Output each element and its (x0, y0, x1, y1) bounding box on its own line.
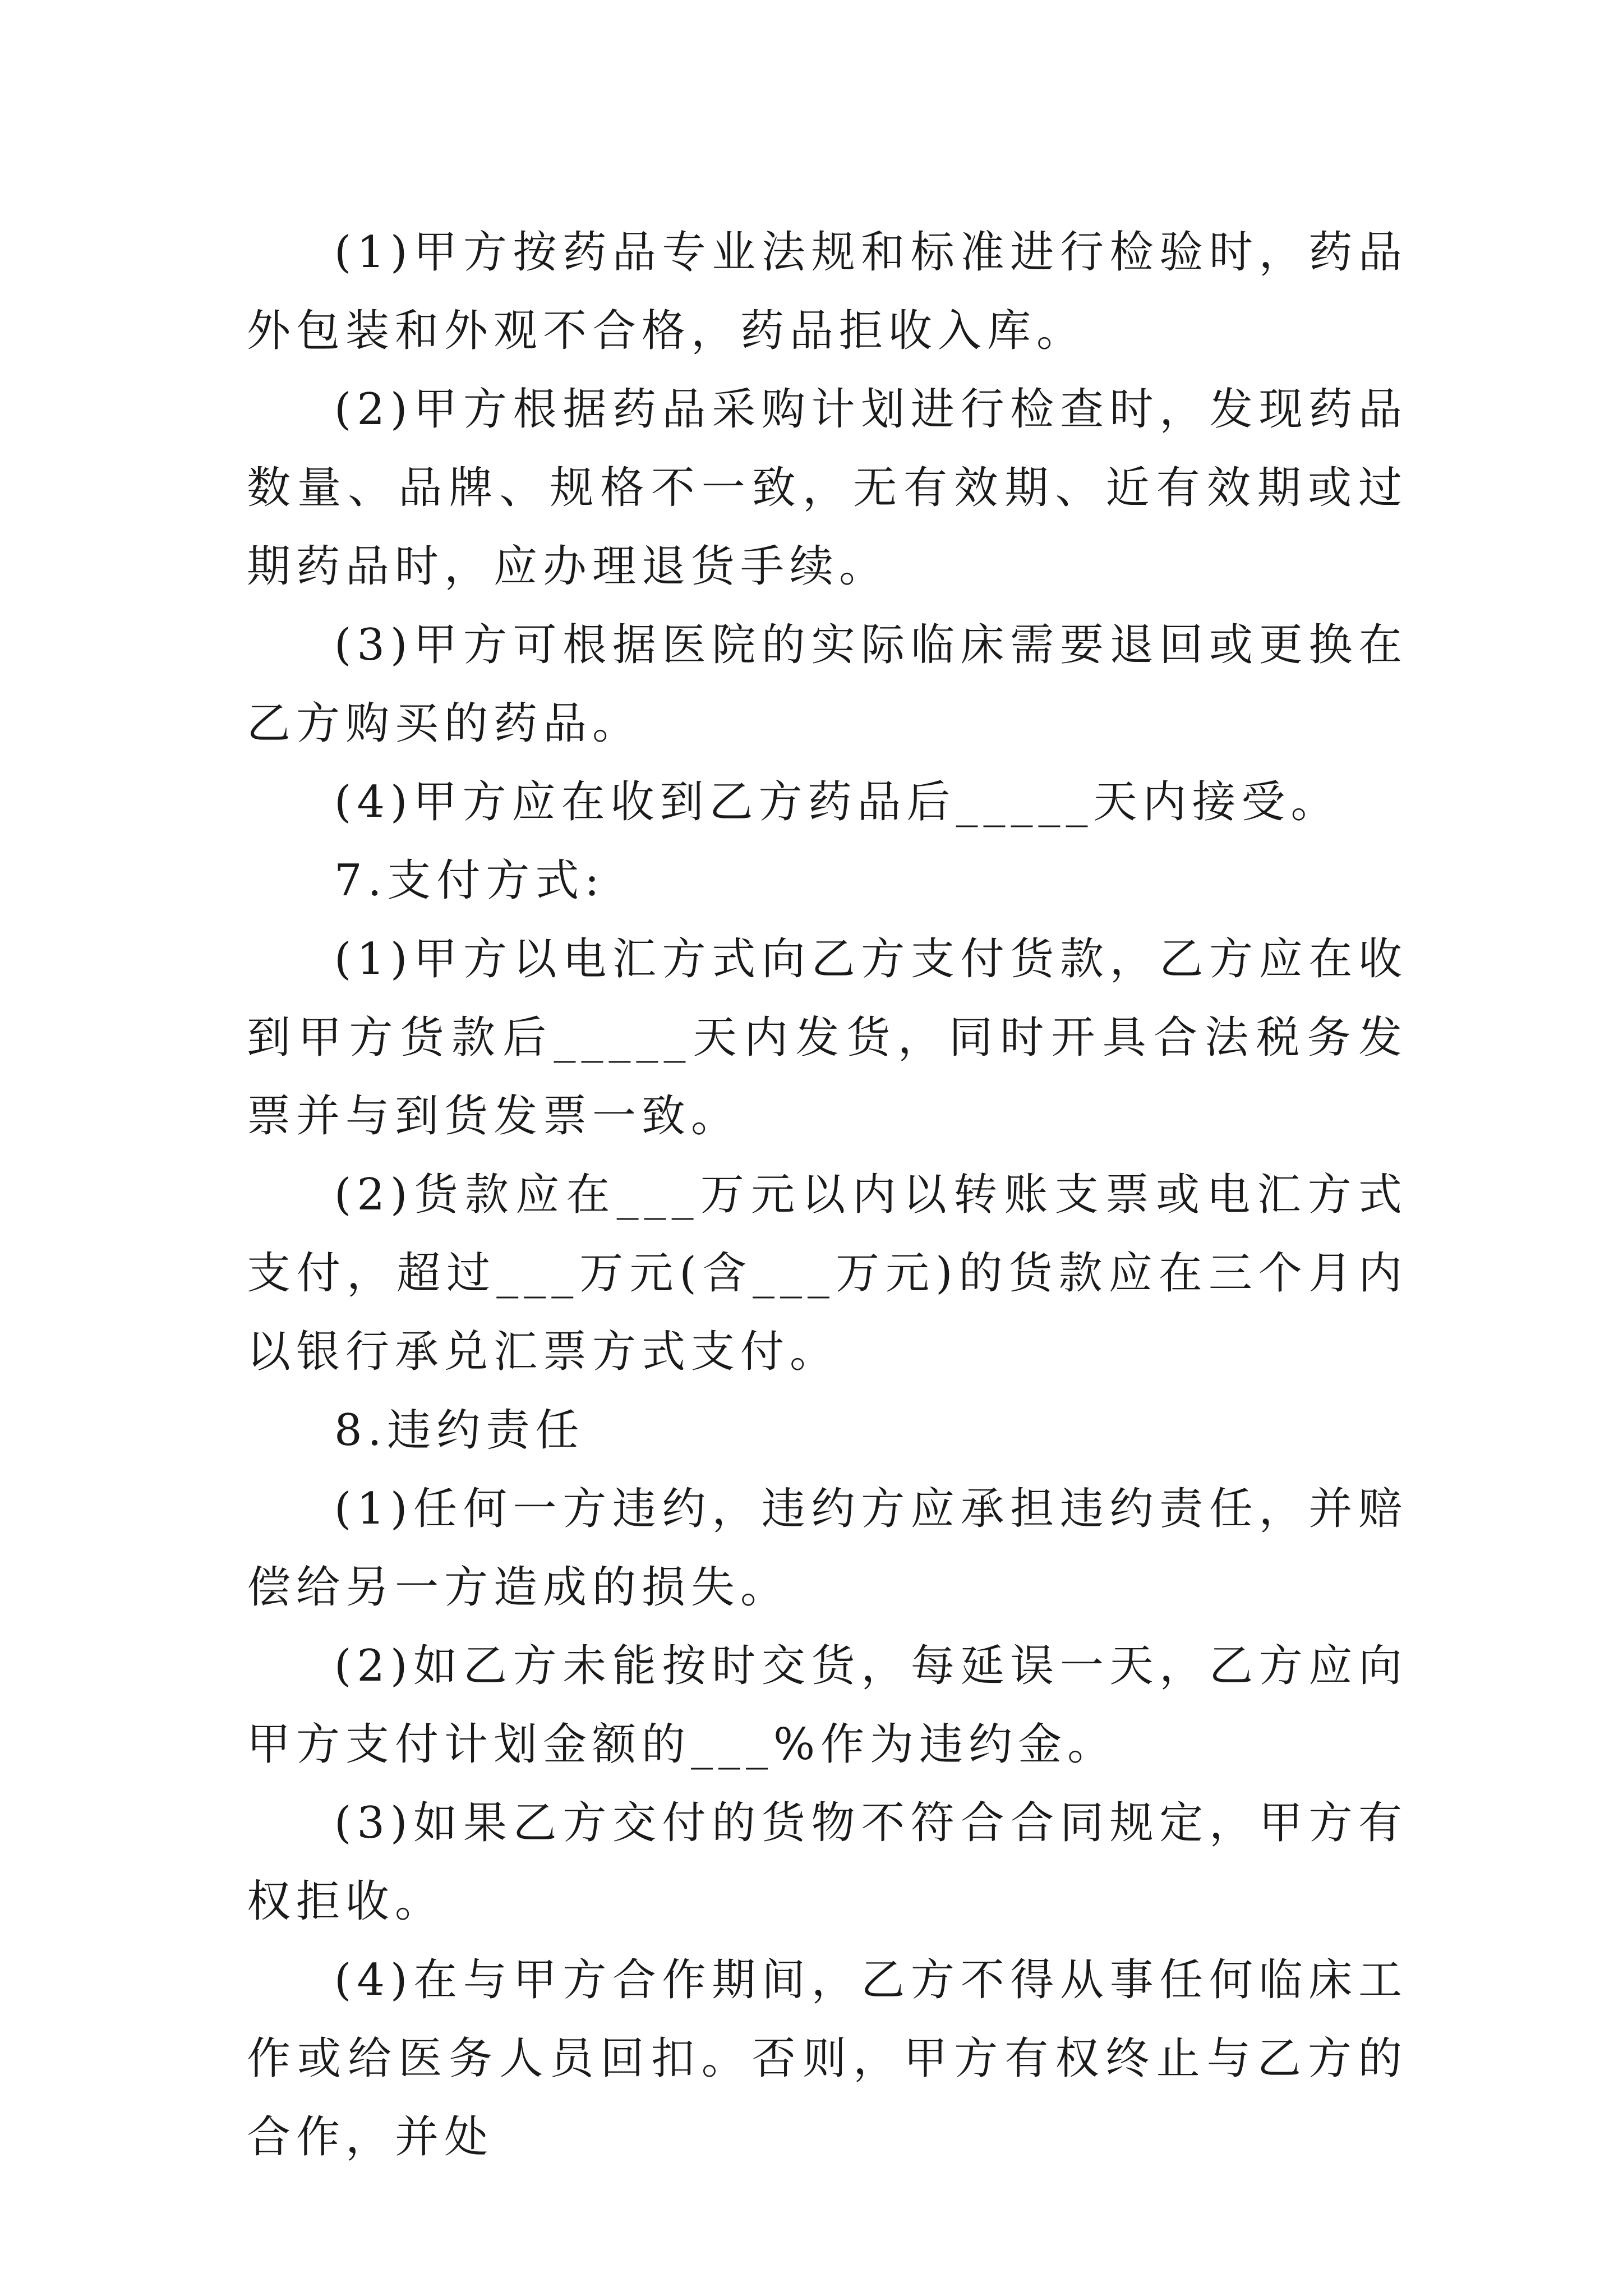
paragraph-reject-goods: (3)如果乙方交付的货物不符合合同规定，甲方有权拒收。 (247, 1798, 1408, 1927)
paragraph-breach-compensation: (1)任何一方违约，违约方应承担违约责任，并赔偿给另一方造成的损失。 (247, 1484, 1408, 1613)
paragraph-payment-threshold: (2)货款应在___万元以内以转账支票或电汇方式支付，超过___万元(含___万元)的货款应在三个月内以银行承兑汇票方式支付。 (247, 1170, 1408, 1377)
paragraph-clinical-return: (3)甲方可根据医院的实际临床需要退回或更换在乙方购买的药品。 (247, 620, 1408, 749)
paragraph-late-delivery: (2)如乙方未能按时交货，每延误一天，乙方应向甲方支付计划金额的___%作为违约金。 (247, 1641, 1408, 1770)
paragraph-purchase-check: (2)甲方根据药品采购计划进行检查时，发现药品数量、品牌、规格不一致，无有效期、近有效期或过期药品时，应办理退货手续。 (247, 384, 1408, 592)
paragraph-no-kickbacks: (4)在与甲方合作期间，乙方不得从事任何临床工作或给医务人员回扣。否则，甲方有权终止与乙方的合作，并处 (247, 1955, 1408, 2162)
section-heading-liability: 8.违约责任 (334, 1405, 585, 1456)
paragraph-wire-transfer: (1)甲方以电汇方式向乙方支付货款，乙方应在收到甲方货款后_____天内发货，同时开具合法税务发票并与到货发票一致。 (247, 934, 1408, 1142)
paragraph-return-inspection: (1)甲方按药品专业法规和标准进行检验时，药品外包装和外观不合格，药品拒收入库。 (247, 227, 1408, 356)
section-heading-payment: 7.支付方式: (334, 855, 605, 906)
document-body (247, 213, 1408, 2177)
paragraph-acceptance-days: (4)甲方应在收到乙方药品后_____天内接受。 (334, 777, 1340, 827)
